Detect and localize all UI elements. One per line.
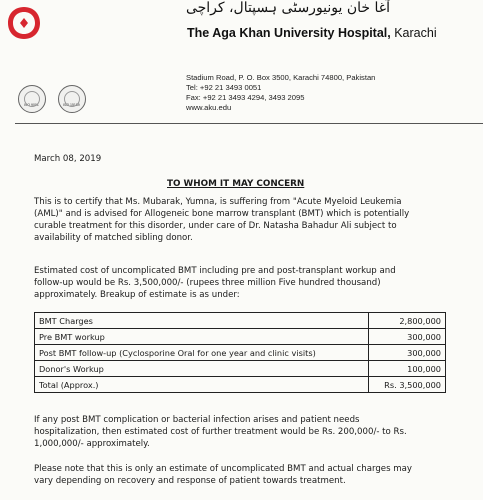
cost-item: Donor's Workup: [35, 361, 369, 377]
aku-logo-icon: [4, 3, 44, 43]
paragraph-line: availability of matched sibling donor.: [34, 233, 193, 243]
address-tel: Tel: +92 21 3493 0051: [186, 83, 262, 92]
iso-seal-left-label: ISO 9001: [24, 103, 39, 107]
paragraph-line: (AML)" and is advised for Allogeneic bone marrow transplant (BMT) which is potentially: [34, 209, 410, 219]
disclaimer-paragraph: [34, 463, 474, 487]
cost-amount: 300,000: [369, 329, 446, 345]
paragraph-line: If any post BMT complication or bacterial infection arises and patient needs: [34, 415, 360, 425]
letter-heading: TO WHOM IT MAY CONCERN: [167, 179, 305, 189]
hospital-address: [186, 73, 375, 113]
table-row: [35, 361, 446, 377]
certification-paragraph: [34, 196, 474, 244]
paragraph-line: approximately. Breakup of estimate is as under:: [34, 290, 240, 300]
cost-item: Total (Approx.): [35, 377, 369, 393]
paragraph-line: follow-up would be Rs. 3,500,000/- (rupees three million Five hundred thousand): [34, 278, 381, 288]
table-row: [35, 313, 446, 329]
cost-item: Pre BMT workup: [35, 329, 369, 345]
estimate-paragraph: [34, 265, 474, 301]
paragraph-line: hospitalization, then estimated cost of further treatment would be Rs. 200,000/- to Rs.: [34, 427, 407, 437]
hospital-name-urdu: آغا خان یونیورسٹی ہسپتال، کراچی: [185, 0, 390, 16]
address-website: www.aku.edu: [186, 103, 232, 112]
header-divider: [15, 123, 483, 124]
cost-amount: Rs. 3,500,000: [369, 377, 446, 393]
paragraph-line: 1,000,000/- approximately.: [34, 439, 150, 449]
cost-breakdown-table: [34, 312, 446, 393]
cost-item: BMT Charges: [35, 313, 369, 329]
paragraph-line: curable treatment for this disorder, under care of Dr. Natasha Bahadur Ali subject to: [34, 221, 397, 231]
cost-amount: 300,000: [369, 345, 446, 361]
iso-seal-right-label: ISO 15189: [63, 103, 80, 107]
cost-amount: 100,000: [369, 361, 446, 377]
paragraph-line: This is to certify that Ms. Mubarak, Yumna, is suffering from "Acute Myeloid Leukemia: [34, 197, 402, 207]
hospital-city: Karachi: [390, 26, 437, 40]
paragraph-line: vary depending on recovery and response of patient towards treatment.: [34, 476, 346, 486]
table-row: [35, 329, 446, 345]
complication-paragraph: [34, 414, 474, 450]
paragraph-line: Estimated cost of uncomplicated BMT including pre and post-transplant workup and: [34, 266, 396, 276]
hospital-name: [187, 26, 437, 40]
letter-date: March 08, 2019: [34, 154, 102, 164]
hospital-name-bold: The Aga Khan University Hospital,: [187, 26, 391, 40]
iso-seal-left: [18, 85, 46, 113]
table-row: [35, 345, 446, 361]
address-fax: Fax: +92 21 3493 4294, 3493 2095: [186, 93, 305, 102]
iso-seal-right: [58, 85, 86, 113]
table-row-total: [35, 377, 446, 393]
address-line: Stadium Road, P. O. Box 3500, Karachi 74800, Pakistan: [186, 73, 376, 82]
paragraph-line: Please note that this is only an estimate of uncomplicated BMT and actual charges may: [34, 464, 413, 474]
cost-amount: 2,800,000: [369, 313, 446, 329]
cost-item: Post BMT follow-up (Cyclosporine Oral for one year and clinic visits): [35, 345, 369, 361]
